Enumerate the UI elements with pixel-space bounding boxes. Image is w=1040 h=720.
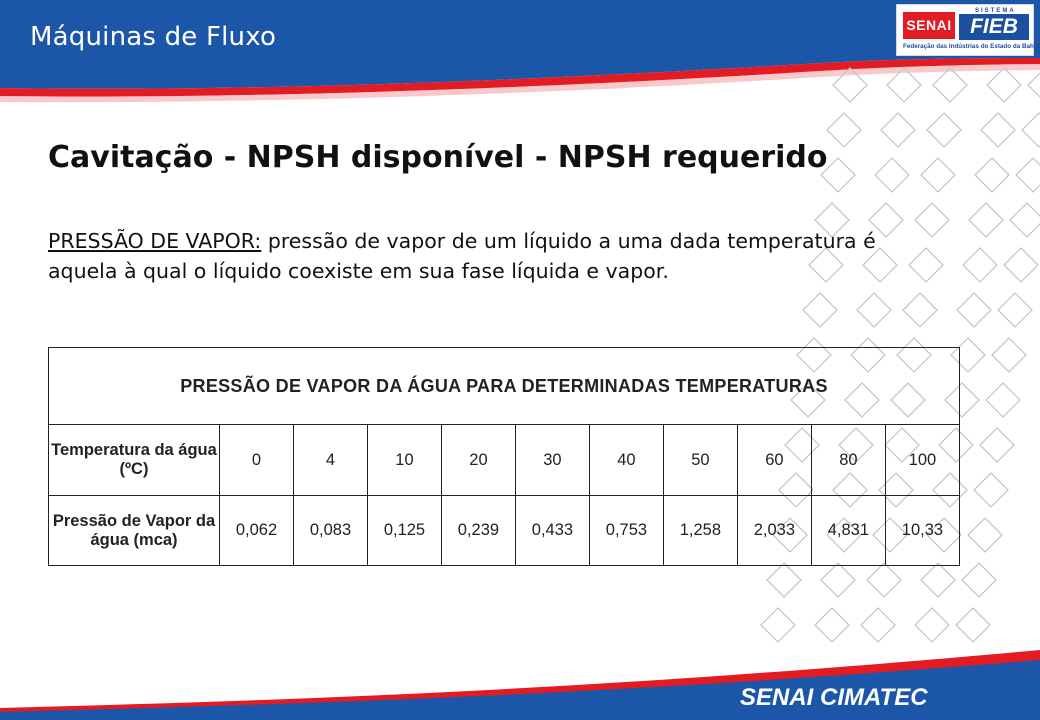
definition-term: PRESSÃO DE VAPOR:: [48, 229, 262, 253]
table-title: PRESSÃO DE VAPOR DA ÁGUA PARA DETERMINADAS TEMPERATURAS: [49, 348, 960, 425]
pressure-cell: 0,753: [589, 496, 663, 566]
logo-sistema: SISTEMA: [975, 8, 1016, 14]
temperature-cell: 4: [293, 425, 367, 496]
pressure-cell: 0,433: [515, 496, 589, 566]
slide-heading: Cavitação - NPSH disponível - NPSH requerido: [48, 140, 828, 175]
temperature-cell: 100: [885, 425, 959, 496]
temperature-row-header: Temperatura da água (ºC): [49, 425, 220, 496]
pressure-row-header: Pressão de Vapor da água (mca): [49, 496, 220, 566]
temperature-cell: 60: [737, 425, 811, 496]
pressure-cell: 1,258: [663, 496, 737, 566]
temperature-cell: 30: [515, 425, 589, 496]
logo-fieb: FIEB: [959, 14, 1029, 40]
footer-brand: SENAI CIMATEC: [740, 684, 928, 711]
pressure-cell: 0,083: [293, 496, 367, 566]
temperature-cell: 40: [589, 425, 663, 496]
temperature-cell: 10: [367, 425, 441, 496]
pressure-cell: 2,033: [737, 496, 811, 566]
pressure-cell: 10,33: [885, 496, 959, 566]
definition-text: pressão de vapor de um líquido a uma dada temperatura é aquela à qual o líquido coexiste em sua fase líquida e vapor.: [48, 229, 876, 283]
temperature-cell: 20: [441, 425, 515, 496]
logo-federation: Federação das Indústrias do Estado da Bahia: [903, 43, 1040, 50]
pressure-cell: 0,125: [367, 496, 441, 566]
pressure-cell: 0,239: [441, 496, 515, 566]
header-title: Máquinas de Fluxo: [30, 22, 277, 52]
temperature-cell: 80: [811, 425, 885, 496]
pressure-cell: 4,831: [811, 496, 885, 566]
logo-senai: SENAI: [903, 12, 955, 39]
temperature-cell: 0: [220, 425, 294, 496]
pressure-cell: 0,062: [220, 496, 294, 566]
temperature-cell: 50: [663, 425, 737, 496]
